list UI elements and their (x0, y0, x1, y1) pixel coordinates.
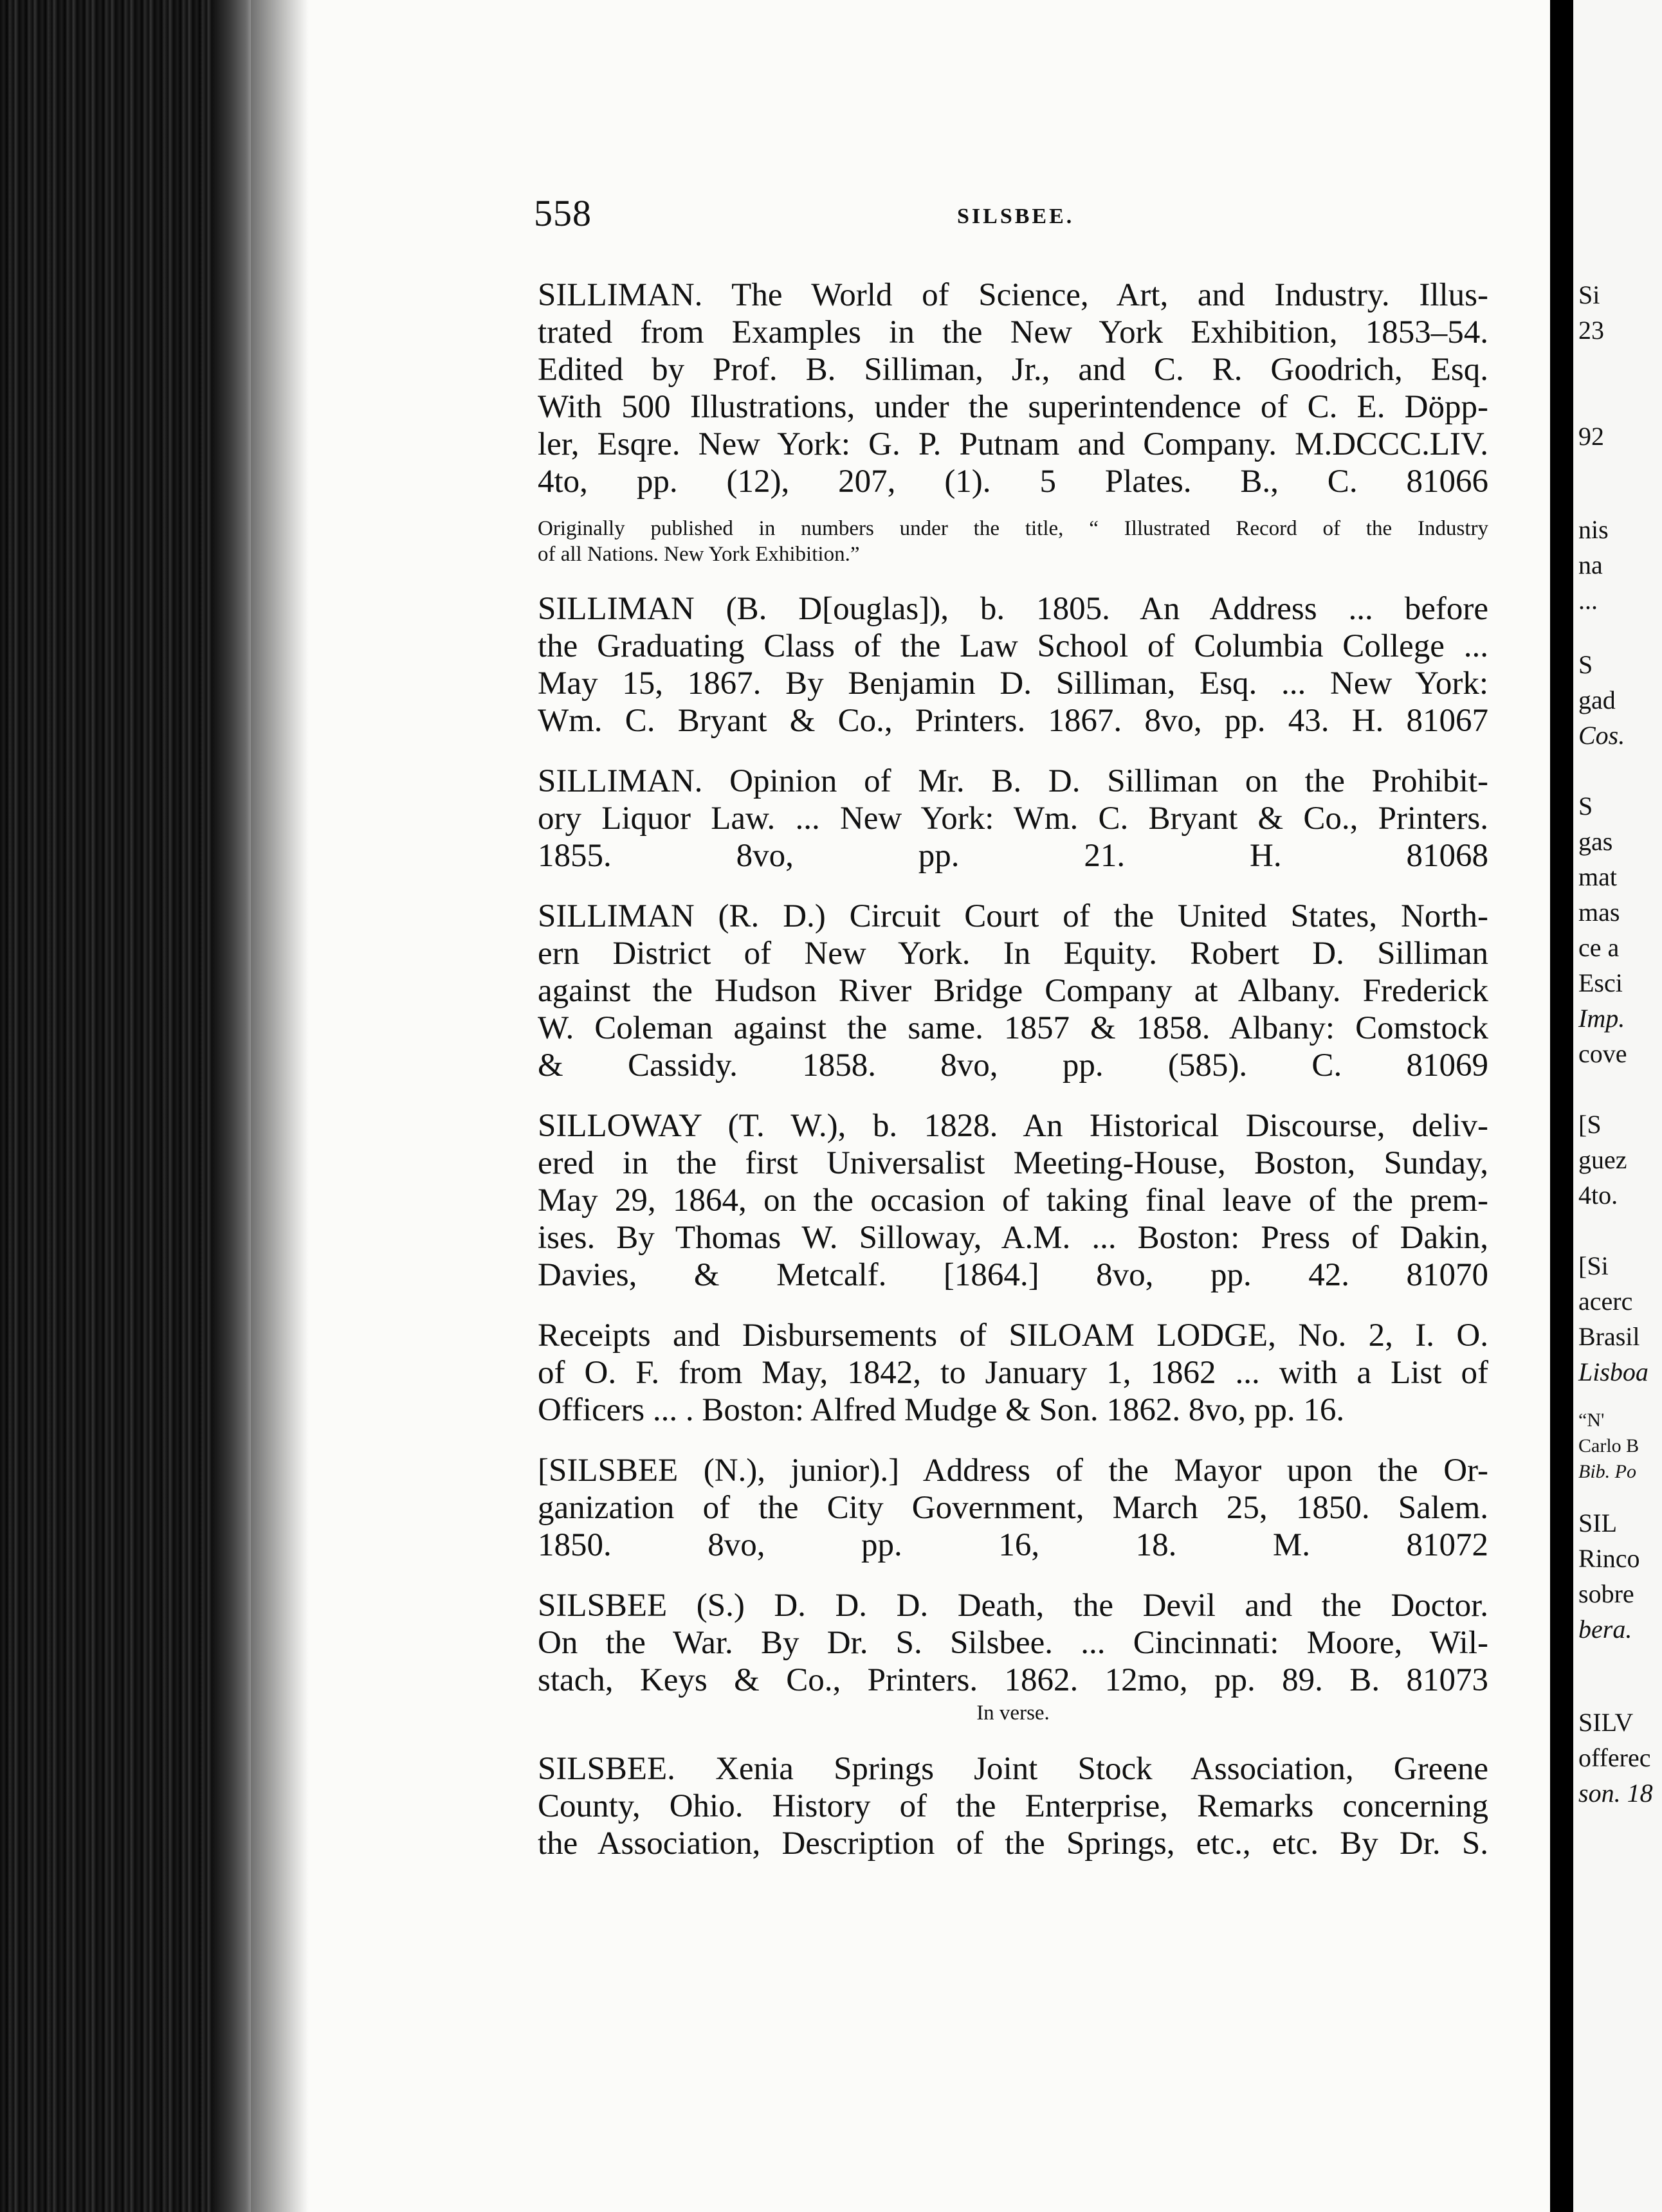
entry-81069 (538, 898, 1488, 1084)
entry-line: On the War. By Dr. S. Silsbee. ... Cincinnati: Moore, Wil- (538, 1625, 1488, 1661)
entry-line: & Cassidy. 1858. 8vo, pp. (585). C. 81069 (538, 1047, 1488, 1083)
page-curl-shade (251, 0, 309, 2212)
entry-line: ler, Esqre. New York: G. P. Putnam and Company. M.DCCC.LIV. (538, 426, 1488, 462)
facing-line: Carlo B (1578, 1435, 1639, 1456)
entry-line: Receipts and Disbursements of SILOAM LODGE, No. 2, I. O. (538, 1318, 1488, 1354)
entry-line: SILLIMAN (R. D.) Circuit Court of the United States, North- (538, 898, 1488, 934)
facing-line: son. 18 (1578, 1779, 1653, 1808)
entry-line: W. Coleman against the same. 1857 & 1858. Albany: Comstock (538, 1010, 1488, 1046)
facing-line: SILV (1578, 1708, 1634, 1737)
entry-81072 (538, 1452, 1488, 1564)
entry-line: With 500 Illustrations, under the superintendence of C. E. Döpp- (538, 389, 1488, 425)
entry-line: the Association, Description of the Springs, etc., etc. By Dr. S. (538, 1826, 1488, 1862)
facing-line: bera. (1578, 1615, 1632, 1644)
facing-line: “N' (1578, 1410, 1605, 1431)
entry-line: May 29, 1864, on the occasion of taking final leave of the prem- (538, 1183, 1488, 1219)
entry-line: Edited by Prof. B. Silliman, Jr., and C. R. Goodrich, Esq. (538, 352, 1488, 388)
entry-line: trated from Examples in the New York Exhibition, 1853–54. (538, 314, 1488, 350)
entry-line: the Graduating Class of the Law School of Columbia College ... (538, 628, 1488, 664)
facing-line: Rinco (1578, 1544, 1640, 1573)
entry-line: SILLIMAN. Opinion of Mr. B. D. Silliman on the Prohibit- (538, 763, 1488, 799)
bibliography-entries (538, 276, 1488, 1862)
entry-line: ory Liquor Law. ... New York: Wm. C. Bryant & Co., Printers. (538, 801, 1488, 837)
facing-line: S (1578, 650, 1593, 679)
facing-line: gas (1578, 827, 1613, 856)
entry-line: SILLOWAY (T. W.), b. 1828. An Historical Discourse, deliv- (538, 1108, 1488, 1144)
entry-81066 (538, 276, 1488, 567)
facing-line: Brasil (1578, 1322, 1640, 1351)
entry-line: SILSBEE. Xenia Springs Joint Stock Association, Greene (538, 1751, 1488, 1787)
entry-line: against the Hudson River Bridge Company at Albany. Frederick (538, 973, 1488, 1009)
entry-line: 1855. 8vo, pp. 21. H. 81068 (538, 838, 1488, 874)
facing-line: mat (1578, 862, 1617, 891)
facing-line: S (1578, 792, 1593, 820)
entry-line: ises. By Thomas W. Silloway, A.M. ... Boston: Press of Dakin, (538, 1220, 1488, 1256)
entry-81068 (538, 763, 1488, 875)
entry-81073 (538, 1587, 1488, 1727)
facing-line: guez (1578, 1145, 1627, 1174)
entry-note: Originally published in numbers under the title, “ Illustrated Record of the Industry (538, 517, 1488, 540)
facing-line: offerec (1578, 1743, 1651, 1772)
entry-81067 (538, 590, 1488, 739)
facing-line: cove (1578, 1039, 1627, 1068)
facing-line: Cos. (1578, 721, 1625, 750)
page-number: 558 (534, 192, 592, 234)
entry-line: SILLIMAN. The World of Science, Art, and Industry. Illus- (538, 277, 1488, 313)
page-gutter (1550, 0, 1573, 2212)
entry-line: stach, Keys & Co., Printers. 1862. 12mo, pp. 89. B. 81073 (538, 1662, 1488, 1698)
entry-note: of all Nations. New York Exhibition.” (538, 543, 860, 566)
facing-line: Lisboa (1578, 1357, 1648, 1386)
entry-line: Wm. C. Bryant & Co., Printers. 1867. 8vo, pp. 43. H. 81067 (538, 703, 1488, 739)
facing-line: Si (1578, 280, 1600, 309)
entry-line: SILSBEE (S.) D. D. D. Death, the Devil and the Doctor. (538, 1588, 1488, 1624)
facing-line: 4to. (1578, 1181, 1618, 1210)
entry-81070 (538, 1107, 1488, 1294)
entry-line: May 15, 1867. By Benjamin D. Silliman, Esq. ... New York: (538, 666, 1488, 702)
entry-line: SILLIMAN (B. D[ouglas]), b. 1805. An Address ... before (538, 591, 1488, 627)
entry-line: 4to, pp. (12), 207, (1). 5 Plates. B., C. 81066 (538, 464, 1488, 500)
facing-line: nis (1578, 515, 1609, 544)
facing-line: Imp. (1578, 1004, 1625, 1033)
facing-line: sobre (1578, 1579, 1634, 1608)
running-head: SILSBEE. (957, 204, 1075, 228)
facing-line: ... (1578, 586, 1598, 615)
entry-line: County, Ohio. History of the Enterprise, Remarks concerning (538, 1788, 1488, 1824)
entry-line: 1850. 8vo, pp. 16, 18. M. 81072 (538, 1527, 1488, 1563)
entry-line: of O. F. from May, 1842, to January 1, 1862 ... with a List of (538, 1355, 1488, 1391)
facing-page-fragment (1573, 0, 1662, 2212)
facing-line: mas (1578, 898, 1620, 927)
facing-line: acerc (1578, 1287, 1633, 1316)
facing-line: 23 (1578, 316, 1604, 345)
entry-note: In verse. (976, 1701, 1050, 1725)
entry-xenia-springs (538, 1750, 1488, 1862)
facing-line: Esci (1578, 968, 1623, 997)
facing-line: SIL (1578, 1509, 1617, 1537)
entry-line: ganization of the City Government, March 25, 1850. Salem. (538, 1490, 1488, 1526)
facing-line: ce a (1578, 933, 1620, 962)
entry-siloam-lodge (538, 1317, 1488, 1429)
facing-line: gad (1578, 685, 1616, 714)
entry-line: [SILSBEE (N.), junior).] Address of the Mayor upon the Or- (538, 1453, 1488, 1489)
facing-line: [Si (1578, 1251, 1609, 1280)
facing-line: 92 (1578, 422, 1604, 451)
entry-line: ered in the first Universalist Meeting-House, Boston, Sunday, (538, 1145, 1488, 1181)
entry-line: ern District of New York. In Equity. Robert D. Silliman (538, 936, 1488, 972)
entry-line: Officers ... . Boston: Alfred Mudge & Son. 1862. 8vo, pp. 16. (538, 1392, 1345, 1428)
facing-line: na (1578, 550, 1603, 579)
entry-line: Davies, & Metcalf. [1864.] 8vo, pp. 42. 81070 (538, 1257, 1488, 1293)
facing-line: Bib. Po (1578, 1461, 1636, 1482)
facing-line: [S (1578, 1110, 1602, 1139)
